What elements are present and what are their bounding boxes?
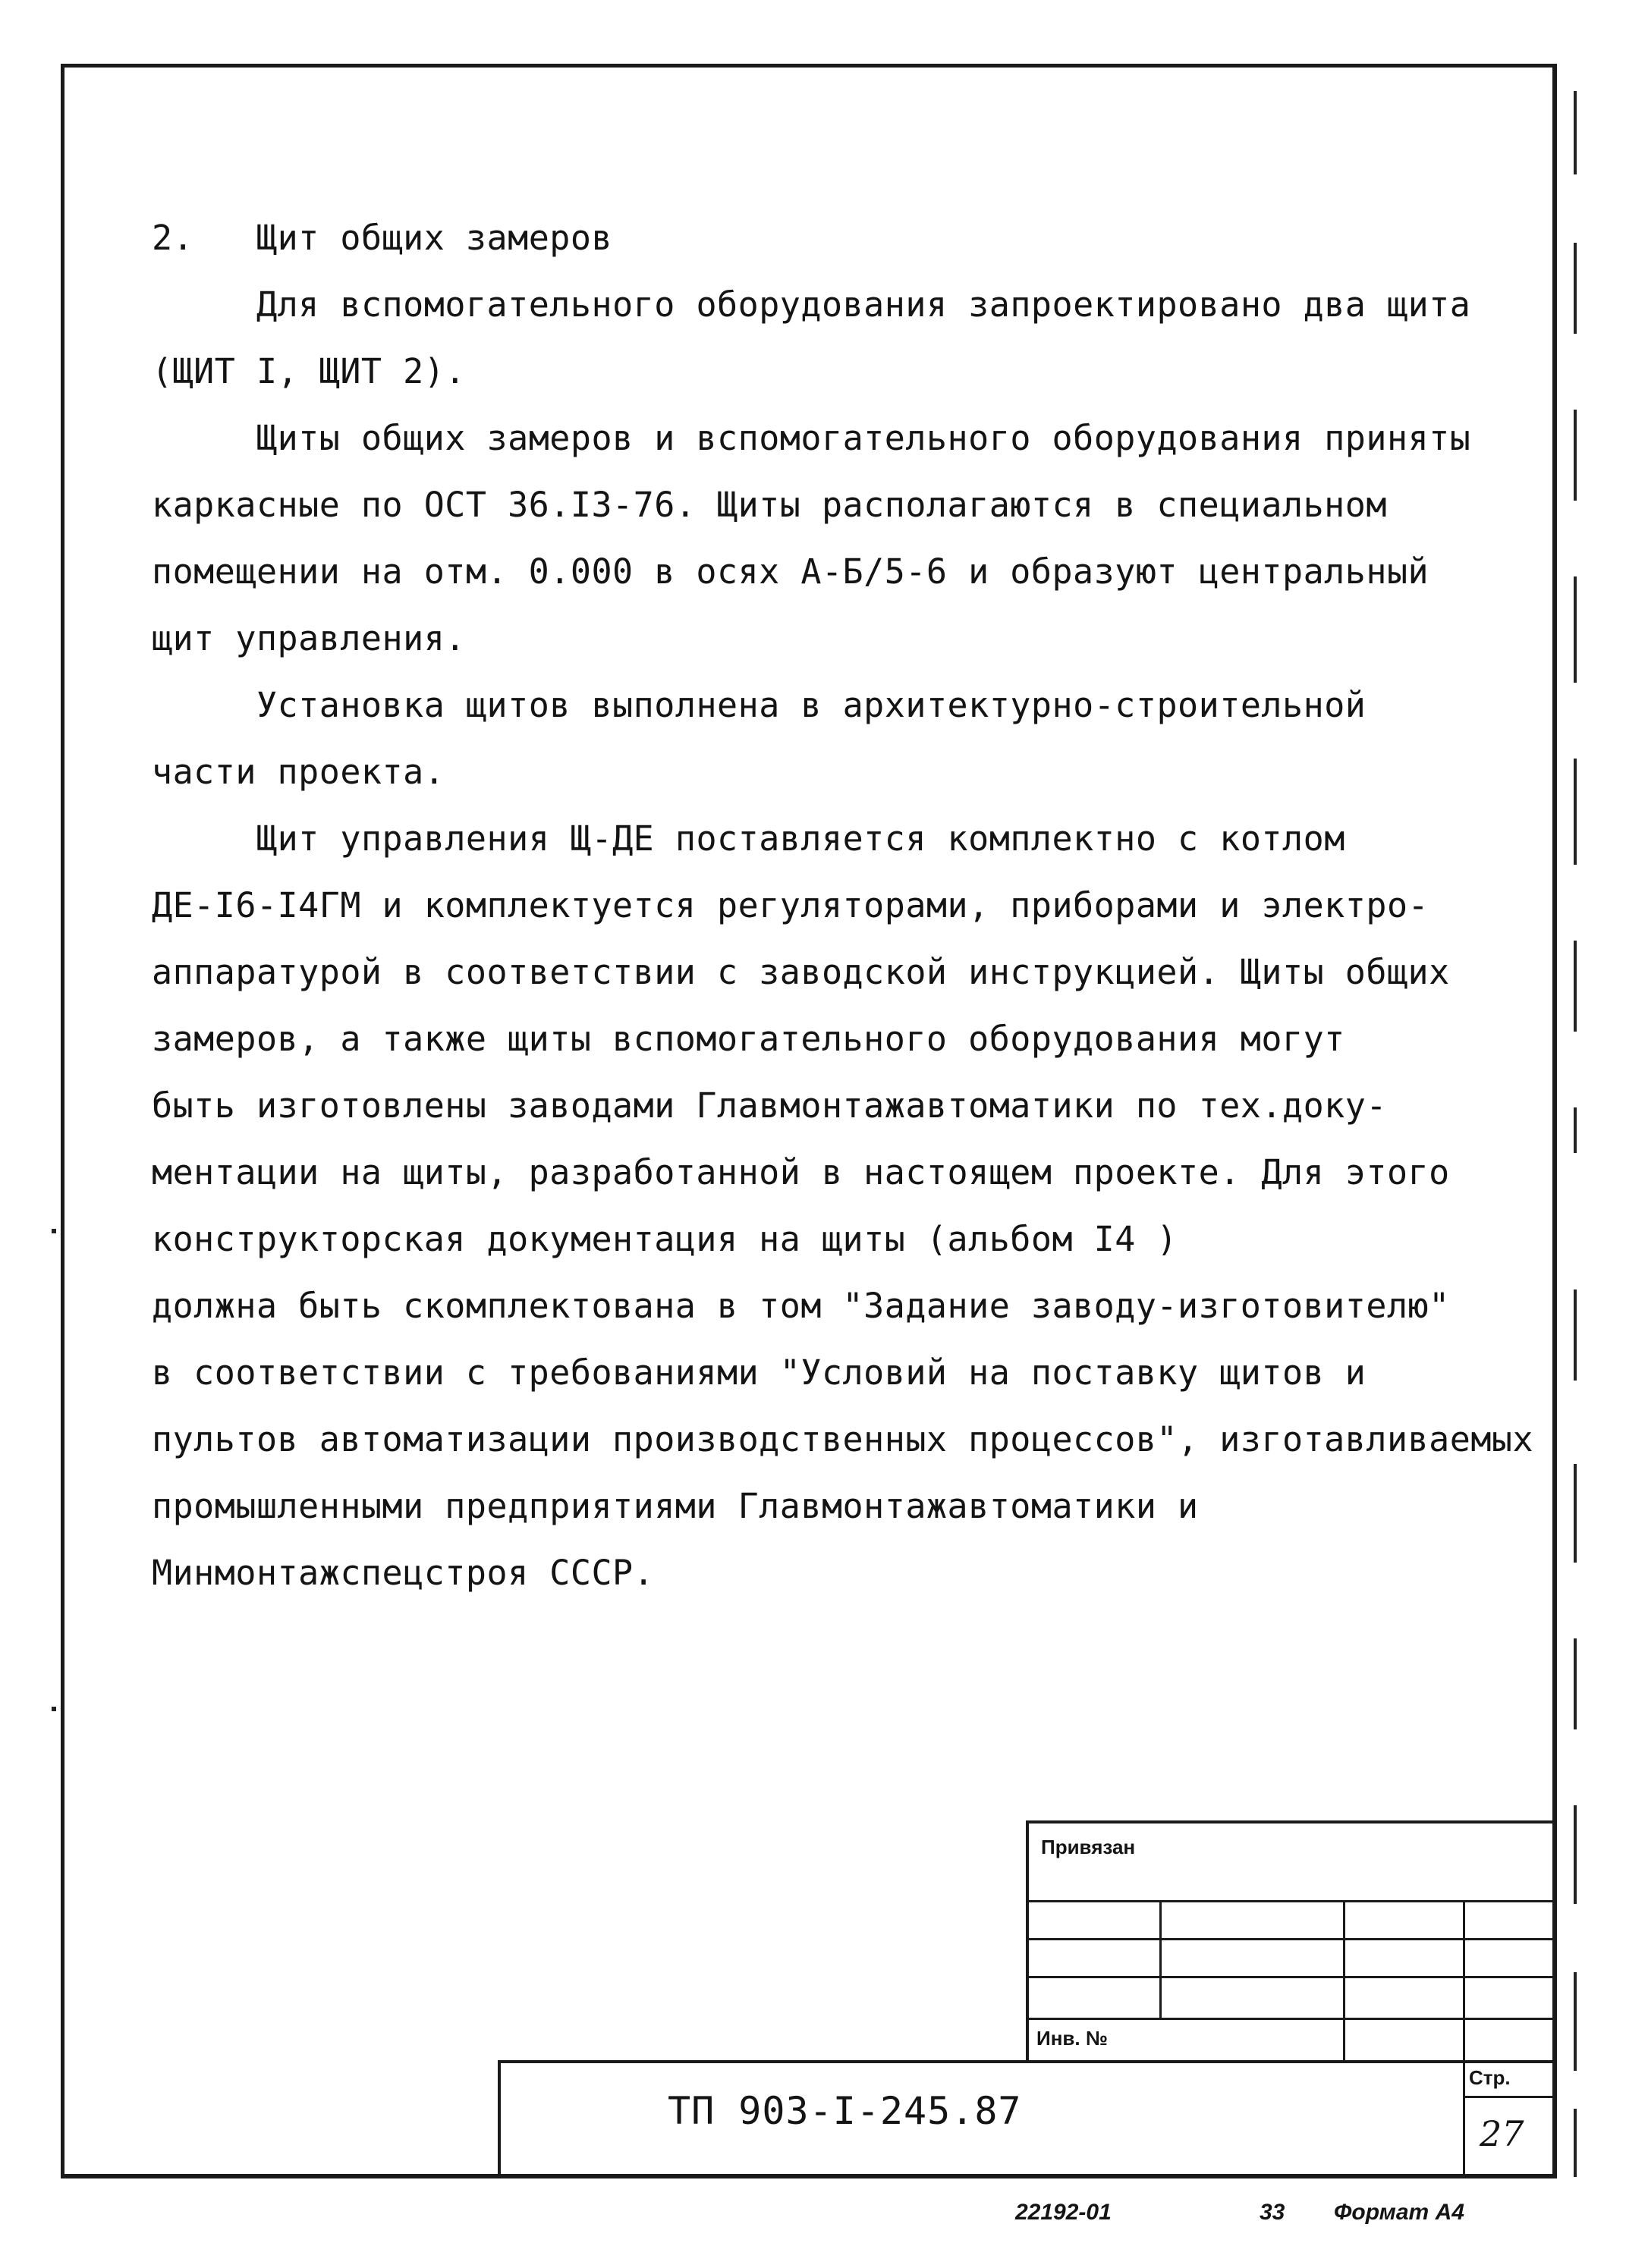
section-title: Щит общих замеров (256, 218, 613, 258)
margin-tick (1574, 1638, 1577, 1729)
text-line: должна быть скомплектована в том "Задание заводу-изготовителю" (152, 1286, 1450, 1326)
text-line: Щит управления Щ-ДЕ поставляется комплектно с котлом (256, 818, 1345, 859)
page-label: Стр. (1469, 2066, 1511, 2089)
document-body (152, 205, 1555, 1607)
margin-mark (52, 1229, 56, 1233)
margin-tick (1574, 941, 1577, 1032)
margin-tick (1574, 243, 1577, 334)
footer-sheet: 33 (1260, 2200, 1285, 2225)
inv-number-label: Инв. № (1036, 2027, 1108, 2050)
text-line: промышленными предприятиями Главмонтажавтоматики и (152, 1486, 1199, 1526)
text-line: Установка щитов выполнена в архитектурно-строительной (256, 685, 1367, 725)
text-line: части проекта. (152, 752, 445, 792)
privyazan-label: Привязан (1041, 1836, 1136, 1858)
text-line: аппаратурой в соответствии с заводской инструкцией. Щиты общих (152, 952, 1450, 992)
margin-tick (1574, 1107, 1577, 1153)
text-line: замеров, а также щиты вспомогательного оборудования могут (152, 1019, 1345, 1059)
text-line: Для вспомогательного оборудования запроектировано два щита (256, 284, 1471, 325)
text-line: помещении на отм. 0.000 в осях А-Б/5-6 и образуют центральный (152, 551, 1429, 592)
table-rule (1026, 1938, 1557, 1940)
margin-tick (1574, 1972, 1577, 2071)
text-line: ментации на щиты, разработанной в настоящем проекте. Для этого (152, 1152, 1450, 1192)
margin-tick (1574, 1289, 1577, 1381)
margin-tick (1574, 1805, 1577, 1904)
section-heading (152, 205, 1555, 272)
text-line: пультов автоматизации производственных процессов", изготавливаемых (152, 1419, 1534, 1459)
margin-tick (1574, 1464, 1577, 1563)
title-block-divider (1463, 2060, 1465, 2178)
table-rule (1026, 1900, 1557, 1902)
margin-tick (1574, 2109, 1577, 2177)
table-rule (1343, 1900, 1345, 2063)
text-line: Щиты общих замеров и вспомогательного оборудования приняты (256, 418, 1471, 458)
document-code: ТП 903-I-245.87 (668, 2089, 1022, 2133)
section-number: 2. (152, 218, 194, 258)
table-rule (1026, 1976, 1557, 1978)
text-line: ДЕ-I6-I4ГМ и комплектуется регуляторами, приборами и электро- (152, 885, 1429, 925)
footer-number: 22192-01 (1015, 2200, 1112, 2225)
text-line: конструкторская документация на щиты (альбом I4 ) (152, 1219, 1178, 1259)
margin-tick (1574, 410, 1577, 501)
footer-format: Формат А4 (1334, 2200, 1464, 2225)
margin-tick (1574, 576, 1577, 683)
table-rule (1159, 1900, 1162, 2018)
margin-tick (1574, 759, 1577, 865)
text-line: в соответствии с требованиями "Условий на поставку щитов и (152, 1352, 1367, 1393)
title-block-divider (1463, 2096, 1557, 2098)
text-line: быть изготовлены заводами Главмонтажавтоматики по тех.доку- (152, 1085, 1387, 1126)
text-line: Минмонтажспецстроя СССР. (152, 1553, 655, 1593)
page-number: 27 (1480, 2113, 1524, 2154)
text-line: каркасные по ОСТ 36.I3-76. Щиты располагаются в специальном (152, 485, 1387, 525)
margin-mark (52, 1707, 56, 1711)
text-line: щит управления. (152, 618, 466, 658)
title-block (498, 2060, 1557, 2178)
table-rule (1463, 1900, 1465, 2063)
text-line: (ЩИТ I, ЩИТ 2). (152, 351, 466, 391)
margin-tick (1574, 91, 1577, 174)
paragraph-lines (152, 272, 1555, 1607)
table-rule (1026, 2018, 1557, 2020)
